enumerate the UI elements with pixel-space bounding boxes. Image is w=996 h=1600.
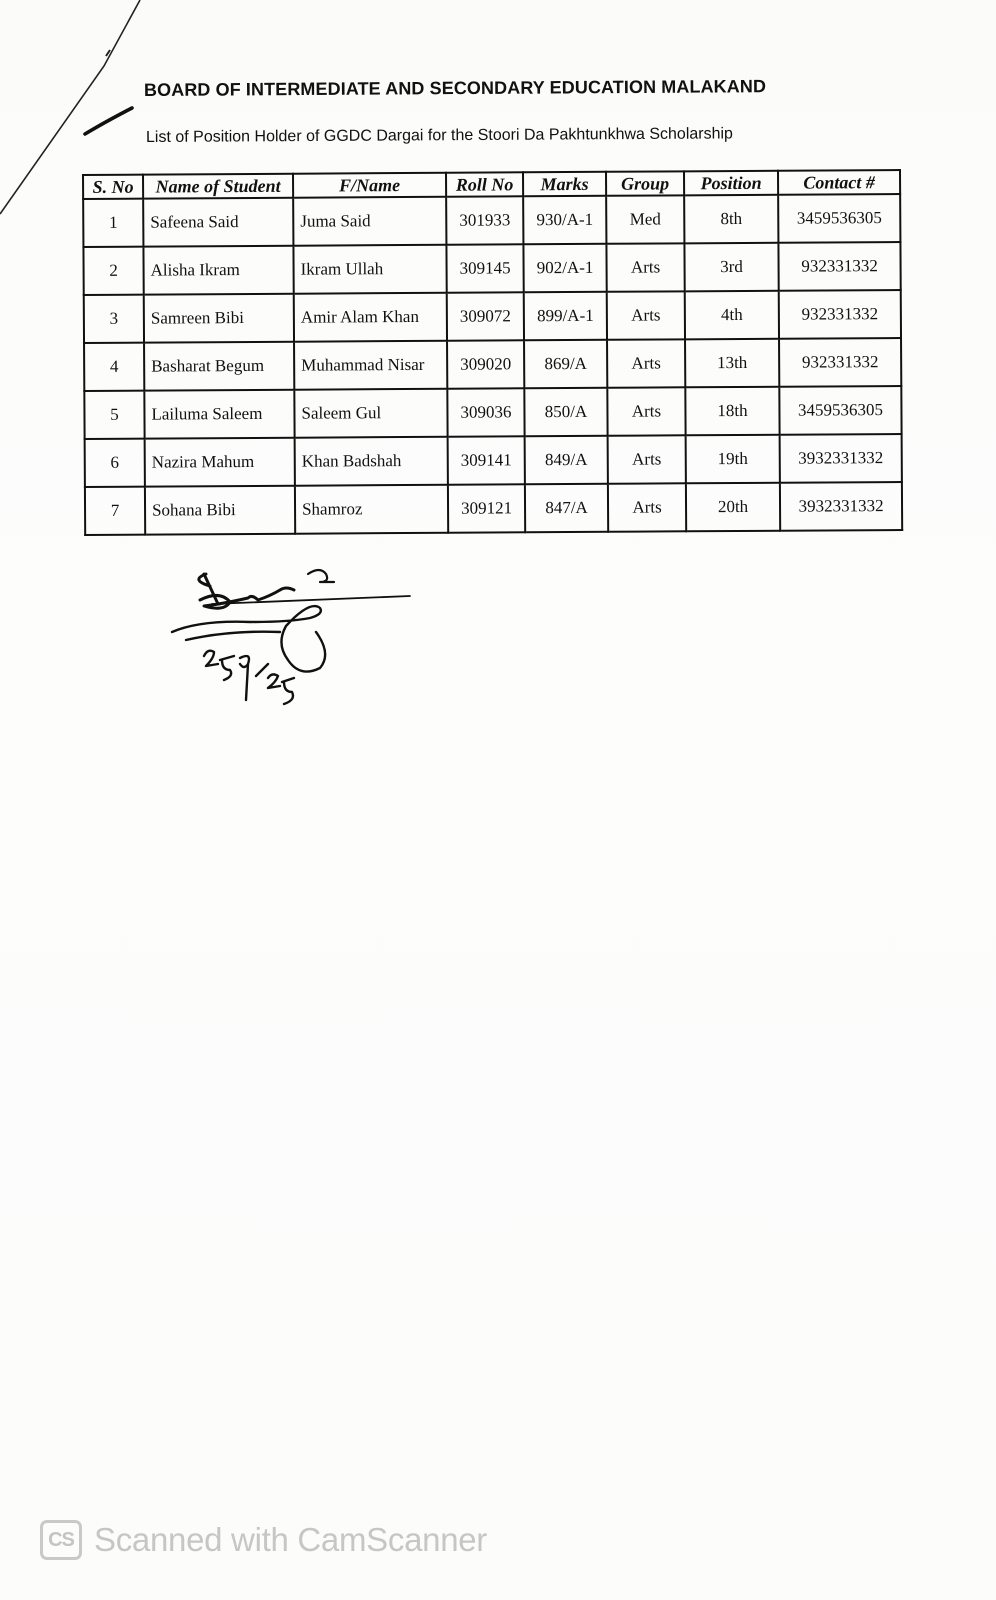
table-row: [84, 338, 901, 391]
cell-contact: 3932331332: [780, 434, 902, 483]
cell-roll-no: 309121: [448, 484, 525, 532]
cell-roll-no: 301933: [446, 196, 523, 244]
cell-marks: 847/A: [525, 484, 608, 533]
cell-student-name: Alisha Ikram: [143, 246, 293, 295]
cell-marks: 869/A: [524, 340, 607, 389]
cell-father-name: Ikram Ullah: [293, 245, 446, 294]
table-row: [84, 386, 901, 439]
cell-roll-no: 309145: [446, 244, 523, 292]
cell-contact: 3459536305: [778, 194, 900, 243]
cell-roll-no: 309141: [448, 436, 525, 484]
cell-student-name: Lailuma Saleem: [144, 390, 294, 439]
signature-date: 25/9/25: [160, 560, 164, 561]
cell-serial-no: 7: [85, 487, 145, 535]
table-row: [83, 194, 900, 247]
cell-position: 4th: [685, 291, 779, 340]
header-student-name: Name of Student: [143, 174, 293, 199]
position-holders-table-wrapper: [82, 169, 903, 536]
cell-position: 13th: [685, 339, 779, 388]
cell-father-name: Saleem Gul: [294, 389, 447, 438]
cell-marks: 899/A-1: [524, 292, 607, 341]
cell-position: 18th: [685, 387, 779, 436]
cell-group: Arts: [607, 339, 685, 387]
table-row: [84, 290, 901, 343]
cell-marks: 902/A-1: [523, 244, 606, 293]
cell-student-name: Samreen Bibi: [144, 294, 294, 343]
header-father-name: F/Name: [293, 173, 446, 198]
cell-roll-no: 309020: [447, 340, 524, 388]
cell-serial-no: 3: [84, 295, 144, 343]
cell-group: Med: [606, 195, 684, 243]
table-row: [83, 242, 900, 295]
cell-contact: 932331332: [778, 242, 900, 291]
cell-position: 20th: [686, 483, 780, 532]
cell-student-name: Sohana Bibi: [145, 486, 295, 535]
cell-contact: 932331332: [779, 290, 901, 339]
header-position: Position: [684, 171, 778, 196]
cell-serial-no: 6: [85, 439, 145, 487]
header-contact: Contact #: [778, 170, 900, 195]
cell-student-name: Basharat Begum: [144, 342, 294, 391]
cell-serial-no: 5: [84, 391, 144, 439]
cell-father-name: Khan Badshah: [295, 437, 448, 486]
document-title: BOARD OF INTERMEDIATE AND SECONDARY EDUCATION MALAKAND: [143, 76, 767, 100]
cell-group: Arts: [607, 387, 685, 435]
cell-group: Arts: [607, 291, 685, 339]
camscanner-watermark: [40, 1520, 487, 1560]
cell-marks: 930/A-1: [523, 196, 606, 245]
cell-serial-no: 2: [83, 247, 143, 295]
cell-group: Arts: [608, 435, 686, 483]
handwritten-signature: [160, 560, 420, 730]
camscanner-logo-icon: CS: [40, 1520, 82, 1560]
cell-marks: 850/A: [524, 388, 607, 437]
cell-contact: 932331332: [779, 338, 901, 387]
cell-roll-no: 309036: [447, 388, 524, 436]
cell-marks: 849/A: [525, 436, 608, 485]
cell-father-name: Juma Said: [293, 197, 446, 246]
cell-position: 8th: [684, 195, 778, 244]
cell-father-name: Muhammad Nisar: [294, 341, 447, 390]
document-subtitle: List of Position Holder of GGDC Dargai for the Stoori Da Pakhtunkhwa Scholarship: [145, 125, 733, 146]
cell-serial-no: 4: [84, 343, 144, 391]
cell-group: Arts: [606, 243, 684, 291]
table-row: [85, 434, 902, 487]
cell-father-name: Amir Alam Khan: [294, 293, 447, 342]
header-marks: Marks: [523, 172, 606, 197]
table-row: [85, 482, 902, 535]
cell-roll-no: 309072: [447, 292, 524, 340]
header-group: Group: [606, 171, 684, 195]
cell-group: Arts: [608, 483, 686, 531]
cell-father-name: Shamroz: [295, 485, 448, 534]
header-roll-no: Roll No: [446, 172, 523, 196]
header-serial-no: S. No: [83, 175, 143, 199]
cell-position: 3rd: [684, 243, 778, 292]
cell-contact: 3932331332: [780, 482, 902, 531]
position-holders-table: [82, 169, 903, 536]
cell-contact: 3459536305: [779, 386, 901, 435]
camscanner-text: Scanned with CamScanner: [94, 1521, 487, 1558]
cell-position: 19th: [686, 435, 780, 484]
cell-student-name: Safeena Said: [143, 198, 293, 247]
cell-student-name: Nazira Mahum: [145, 438, 295, 487]
cell-serial-no: 1: [83, 199, 143, 247]
